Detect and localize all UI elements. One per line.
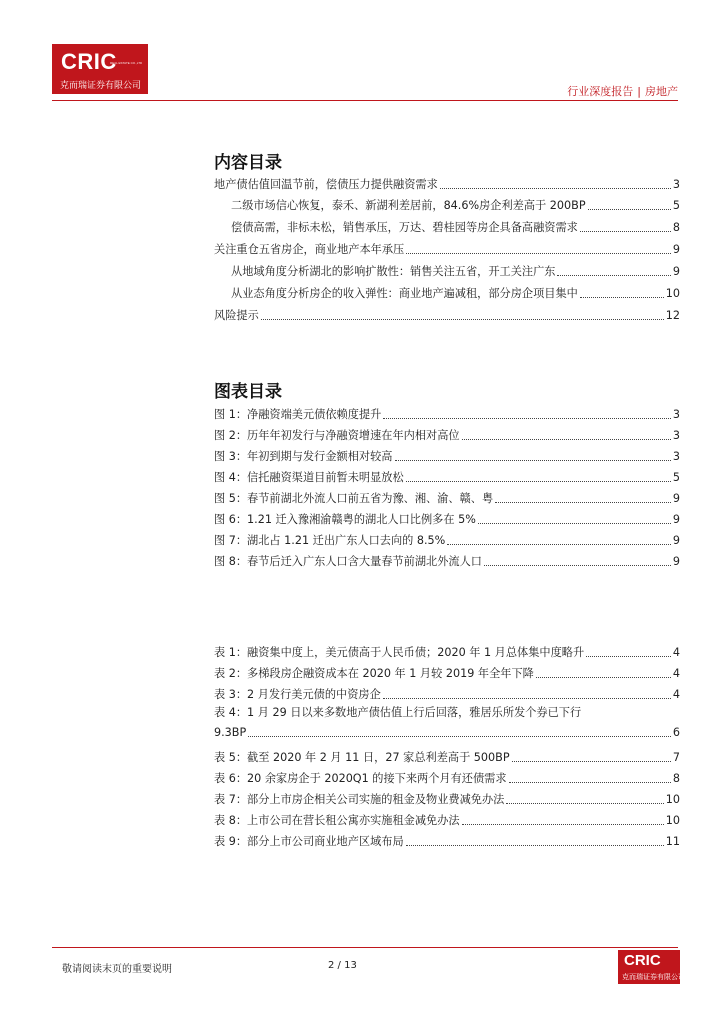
figure-item[interactable]	[214, 486, 680, 506]
leader-dots	[406, 481, 671, 482]
leader-dots	[509, 782, 671, 783]
leader-dots	[557, 275, 670, 276]
toc-item-text: 风险提示	[214, 309, 259, 322]
footer-logo-company: 克而瑞证券有限公司	[622, 973, 685, 981]
table-item-page: 10	[665, 793, 680, 806]
table-item[interactable]	[214, 661, 680, 681]
figure-item-text: 图 3：年初到期与发行金额相对较高	[214, 450, 393, 463]
toc-item-text: 关注重仓五省房企，商业地产本年承压	[214, 243, 405, 256]
toc-title: 内容目录	[214, 153, 282, 173]
leader-dots	[580, 231, 671, 232]
figure-item[interactable]	[214, 423, 680, 443]
table-item[interactable]	[214, 766, 680, 786]
table-item-page: 7	[672, 751, 680, 764]
toc-item[interactable]	[231, 281, 680, 301]
toc-item-page: 3	[672, 178, 680, 191]
figure-item[interactable]	[214, 528, 680, 548]
leader-dots	[395, 460, 671, 461]
report-category	[567, 83, 678, 99]
leader-dots	[580, 297, 664, 298]
report-type: 行业深度报告	[567, 85, 634, 98]
table-item-text: 表 7：部分上市房企相关公司实施的租金及物业费减免办法	[214, 793, 505, 806]
toc-item-page: 5	[672, 199, 680, 212]
leader-dots	[536, 677, 671, 678]
leader-dots	[261, 319, 664, 320]
toc-item-page: 8	[672, 221, 680, 234]
leader-dots	[512, 761, 671, 762]
leader-dots	[462, 439, 671, 440]
page-number: 2 / 13	[328, 960, 357, 971]
figure-item-page: 9	[672, 513, 680, 526]
figure-item-text: 图 1：净融资端美元债依赖度提升	[214, 408, 382, 421]
table-item[interactable]	[214, 706, 680, 742]
figure-item-page: 3	[672, 429, 680, 442]
figure-item[interactable]	[214, 507, 680, 527]
table-item-continuation	[214, 724, 680, 740]
table-item-text: 表 6：20 余家房企于 2020Q1 的接下来两个月有还债需求	[214, 772, 507, 785]
leader-dots	[406, 253, 671, 254]
figure-item-text: 图 5：春节前湖北外流人口前五省为豫、湘、渝、赣、粤	[214, 492, 494, 505]
figure-item[interactable]	[214, 402, 680, 422]
table-item-text: 表 5：截至 2020 年 2 月 11 日，27 家总利差高于 500BP	[214, 751, 510, 764]
figure-item-text: 图 4：信托融资渠道目前暂未明显放松	[214, 471, 404, 484]
toc-item-page: 9	[672, 265, 680, 278]
figure-item-text: 图 8：春节后迁入广东人口含大量春节前湖北外流人口	[214, 555, 482, 568]
toc-item-text: 二级市场信心恢复，泰禾、新湖利差居前，84.6%房企利差高于 200BP	[231, 199, 586, 212]
toc-item-page: 10	[665, 287, 680, 300]
table-item-text: 表 9：部分上市公司商业地产区域布局	[214, 835, 404, 848]
table-item-text: 表 4：1 月 29 日以来多数地产债估值上行后回落，雅居乐所发个券已下行	[214, 706, 582, 719]
figure-item-text: 图 7：湖北占 1.21 迁出广东人口去向的 8.5%	[214, 534, 446, 547]
figure-item-page: 9	[672, 555, 680, 568]
figures-title: 图表目录	[214, 382, 282, 402]
toc-item[interactable]	[214, 172, 680, 192]
figure-item-page: 9	[672, 492, 680, 505]
footer-divider	[52, 947, 678, 948]
figure-item-page: 5	[672, 471, 680, 484]
toc-item-text: 偿债高需，非标未松，销售承压，万达、碧桂园等房企具备高融资需求	[231, 221, 578, 234]
table-item[interactable]	[214, 808, 680, 828]
table-item[interactable]	[214, 640, 680, 660]
figure-item-page: 3	[672, 450, 680, 463]
table-item-page: 4	[672, 646, 680, 659]
figure-item-page: 3	[672, 408, 680, 421]
toc-item-page: 12	[665, 309, 680, 322]
leader-dots	[383, 418, 671, 419]
figure-item[interactable]	[214, 549, 680, 569]
figure-item-text: 图 6：1.21 迁入豫湘渝赣粤的湖北人口比例多在 5%	[214, 513, 476, 526]
leader-dots	[440, 188, 671, 189]
table-item[interactable]	[214, 829, 680, 849]
table-item[interactable]	[214, 787, 680, 807]
toc-item-page: 9	[672, 243, 680, 256]
logo-text: CRIC	[61, 49, 117, 74]
toc-item-text: 从业态角度分析房企的收入弹性：商业地产遍减租，部分房企项目集中	[231, 287, 578, 300]
leader-dots	[248, 736, 671, 737]
table-item-page: 4	[672, 667, 680, 680]
company-logo	[52, 44, 148, 94]
leader-dots	[383, 698, 671, 699]
leader-dots	[462, 824, 664, 825]
table-item-text: 表 8：上市公司在营长租公寓亦实施租金减免办法	[214, 814, 460, 827]
toc-item-text: 从地域角度分析湖北的影响扩散性：销售关注五省，开工关注广东	[231, 265, 556, 278]
toc-item[interactable]	[214, 303, 680, 323]
leader-dots	[588, 209, 671, 210]
toc-item-text: 地产债估值回温节前，偿债压力提供融资需求	[214, 178, 438, 191]
logo-company: 克而瑞证券有限公司	[60, 81, 142, 91]
toc-item[interactable]	[231, 193, 680, 213]
figure-item-text: 图 2：历年年初发行与净融资增速在年内相对高位	[214, 429, 460, 442]
header-divider	[52, 100, 678, 101]
footer-logo	[618, 950, 685, 984]
report-sector: 房地产	[645, 85, 678, 98]
leader-dots	[447, 544, 671, 545]
table-item-page: 4	[672, 688, 680, 701]
figure-item[interactable]	[214, 465, 680, 485]
table-item-text: 表 2：多梯段房企融资成本在 2020 年 1 月较 2019 年全年下降	[214, 667, 534, 680]
table-item-text-cont: 9.3BP	[214, 726, 247, 739]
header-separator: |	[637, 85, 641, 98]
leader-dots	[484, 565, 671, 566]
footer-disclaimer[interactable]: 敬请阅读末页的重要说明	[62, 964, 172, 975]
table-item-page: 8	[672, 772, 680, 785]
table-item-page: 11	[665, 835, 680, 848]
leader-dots	[495, 502, 671, 503]
logo-tagline: REAL ESTATE CO.,LTD	[110, 61, 143, 65]
leader-dots	[586, 656, 671, 657]
figure-item[interactable]	[214, 444, 680, 464]
toc-item[interactable]	[231, 215, 680, 235]
table-item[interactable]	[214, 745, 680, 765]
leader-dots	[506, 803, 663, 804]
table-item-text: 表 1：融资集中度上，美元债高于人民币债；2020 年 1 月总体集中度略升	[214, 646, 585, 659]
figure-item-page: 9	[672, 534, 680, 547]
leader-dots	[406, 845, 664, 846]
toc-item[interactable]	[231, 259, 680, 279]
table-item[interactable]	[214, 682, 680, 702]
footer-logo-text: CRIC	[624, 952, 661, 969]
table-item-page: 6	[672, 726, 680, 739]
leader-dots	[478, 523, 671, 524]
table-item-page: 10	[665, 814, 680, 827]
table-item-text: 表 3：2 月发行美元债的中资房企	[214, 688, 381, 701]
toc-item[interactable]	[214, 237, 680, 257]
